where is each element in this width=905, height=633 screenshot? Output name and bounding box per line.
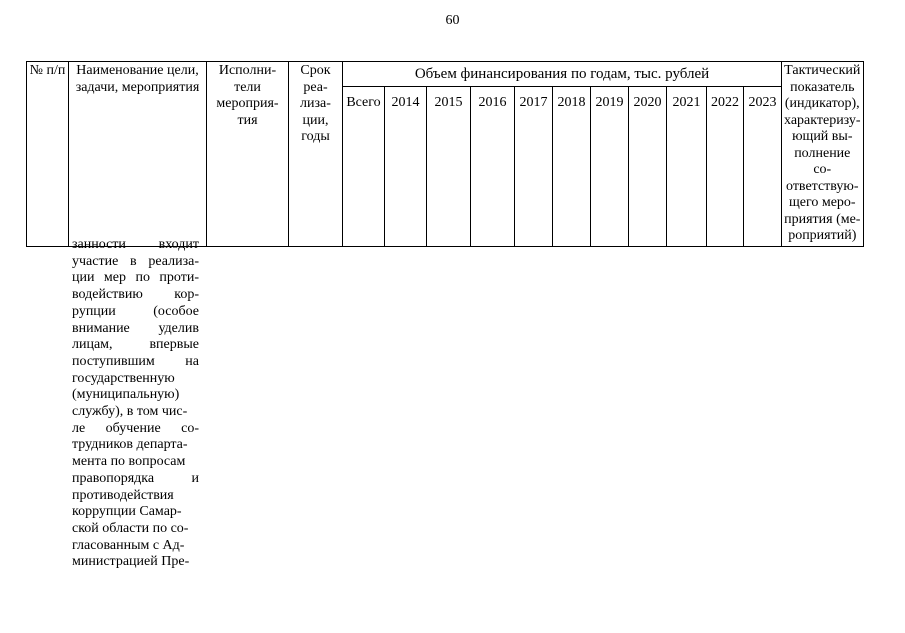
continuation-line: ции мер по проти- <box>72 270 199 286</box>
continuation-line: мента по вопросам <box>72 454 186 470</box>
continuation-line: противодействия <box>72 487 174 503</box>
col-header-year: 2023 <box>744 87 782 246</box>
continuation-line: рупции (особое <box>72 303 199 319</box>
col-header-funding: Объем финансирования по годам, тыс. рублей <box>343 62 782 87</box>
col-header-term: Срок реа-лиза-ции, годы <box>289 62 343 247</box>
continuation-line: поступившим на <box>72 353 199 369</box>
continuation-line: трудников департа- <box>72 437 188 453</box>
continuation-line: участие в реализа- <box>72 253 199 269</box>
col-header-executors: Исполни-тели мероприя-тия <box>207 62 289 247</box>
col-header-year: 2018 <box>553 87 591 246</box>
continuation-line: ле обучение со- <box>72 420 199 436</box>
col-header-year: 2021 <box>667 87 707 246</box>
continuation-line: службу), в том чис- <box>72 404 188 420</box>
col-header-year: 2015 <box>427 87 471 246</box>
continuation-line: коррупции Самар- <box>72 504 182 520</box>
col-header-year: 2020 <box>629 87 667 246</box>
col-header-year: 2014 <box>385 87 427 246</box>
continuation-text <box>72 237 199 571</box>
col-header-name: Наименование цели, задачи, мероприятия <box>69 62 207 247</box>
continuation-line: (муниципальную) <box>72 387 180 403</box>
continuation-line: занности входит <box>72 237 199 252</box>
continuation-line: правопорядка и <box>72 470 199 486</box>
col-header-year: 2019 <box>591 87 629 246</box>
col-header-year: 2017 <box>515 87 553 246</box>
col-header-indicator: Тактический показатель (индикатор), характеризу-ющий вы-полнение со-ответствую-щего меро-приятия (ме-роприятий) <box>782 62 864 247</box>
financing-table-header <box>26 61 864 247</box>
continuation-line: гласованным с Ад- <box>72 537 185 553</box>
continuation-line: ской области по со- <box>72 520 189 536</box>
page-number: 60 <box>445 13 460 28</box>
col-header-year: 2022 <box>707 87 744 246</box>
continuation-line: министрацией Пре- <box>72 554 190 570</box>
continuation-line: внимание уделив <box>72 320 199 336</box>
continuation-line: лицам, впервые <box>72 337 199 353</box>
continuation-line: государственную <box>72 370 175 386</box>
continuation-line: водействию кор- <box>72 287 199 303</box>
col-header-number: № п/п <box>27 62 69 247</box>
col-header-total: Всего <box>343 87 385 246</box>
col-header-year: 2016 <box>471 87 515 246</box>
